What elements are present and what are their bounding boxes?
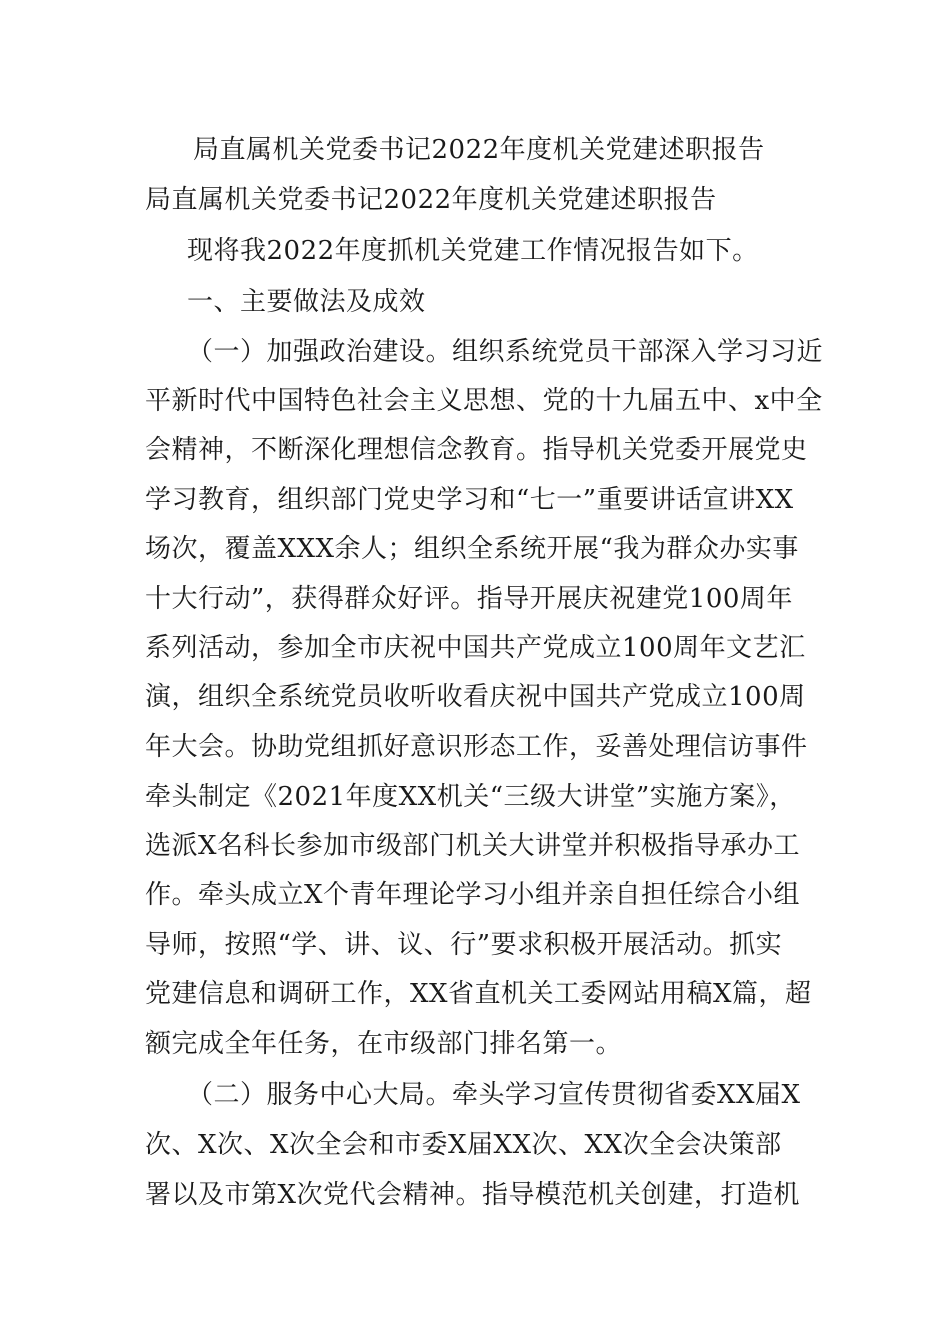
document-title: 局直属机关党委书记2022年度机关党建述职报告 (193, 135, 765, 165)
paragraph-1-line: 牵头制定《2021年度XX机关“三级大讲堂”实施方案》， (145, 782, 796, 812)
intro-paragraph: 现将我2022年度抓机关党建工作情况报告如下。 (187, 236, 759, 266)
paragraph-1-line: 演，组织全系统党员收听收看庆祝中国共产党成立100周 (145, 682, 806, 712)
document-subtitle: 局直属机关党委书记2022年度机关党建述职报告 (145, 185, 717, 215)
section-heading: 一、主要做法及成效 (187, 287, 426, 317)
paragraph-1-line: 导师，按照“学、讲、议、行”要求积极开展活动。抓实 (145, 930, 783, 960)
paragraph-1-line: （一）加强政治建设。组织系统党员干部深入学习习近 (187, 337, 824, 367)
paragraph-1-line: 年大会。协助党组抓好意识形态工作，妥善处理信访事件 (145, 732, 808, 762)
paragraph-1-line: 系列活动，参加全市庆祝中国共产党成立100周年文艺汇 (145, 633, 806, 663)
paragraph-1-line: 平新时代中国特色社会主义思想、党的十九届五中、x中全 (145, 386, 823, 416)
paragraph-1-line: 额完成全年任务，在市级部门排名第一。 (145, 1029, 623, 1059)
paragraph-2-line: 署以及市第X次党代会精神。指导模范机关创建，打造机 (145, 1180, 801, 1210)
paragraph-1-line: 党建信息和调研工作，XX省直机关工委网站用稿X篇，超 (145, 979, 812, 1009)
paragraph-2-line: 次、X次、X次全会和市委X届XX次、XX次全会决策部 (145, 1130, 782, 1160)
paragraph-2-line: （二）服务中心大局。牵头学习宣传贯彻省委XX届X (187, 1080, 801, 1110)
paragraph-1-line: 作。牵头成立X个青年理论学习小组并亲自担任综合小组 (145, 880, 801, 910)
paragraph-1-line: 会精神，不断深化理想信念教育。指导机关党委开展党史 (145, 435, 808, 465)
paragraph-1-line: 选派X名科长参加市级部门机关大讲堂并积极指导承办工 (145, 831, 801, 861)
paragraph-1-line: 场次，覆盖XXX余人；组织全系统开展“我为群众办实事 (145, 534, 799, 564)
paragraph-1-line: 学习教育，组织部门党史学习和“七一”重要讲话宣讲XX (145, 485, 794, 515)
paragraph-1-line: 十大行动”，获得群众好评。指导开展庆祝建党100周年 (145, 584, 793, 614)
